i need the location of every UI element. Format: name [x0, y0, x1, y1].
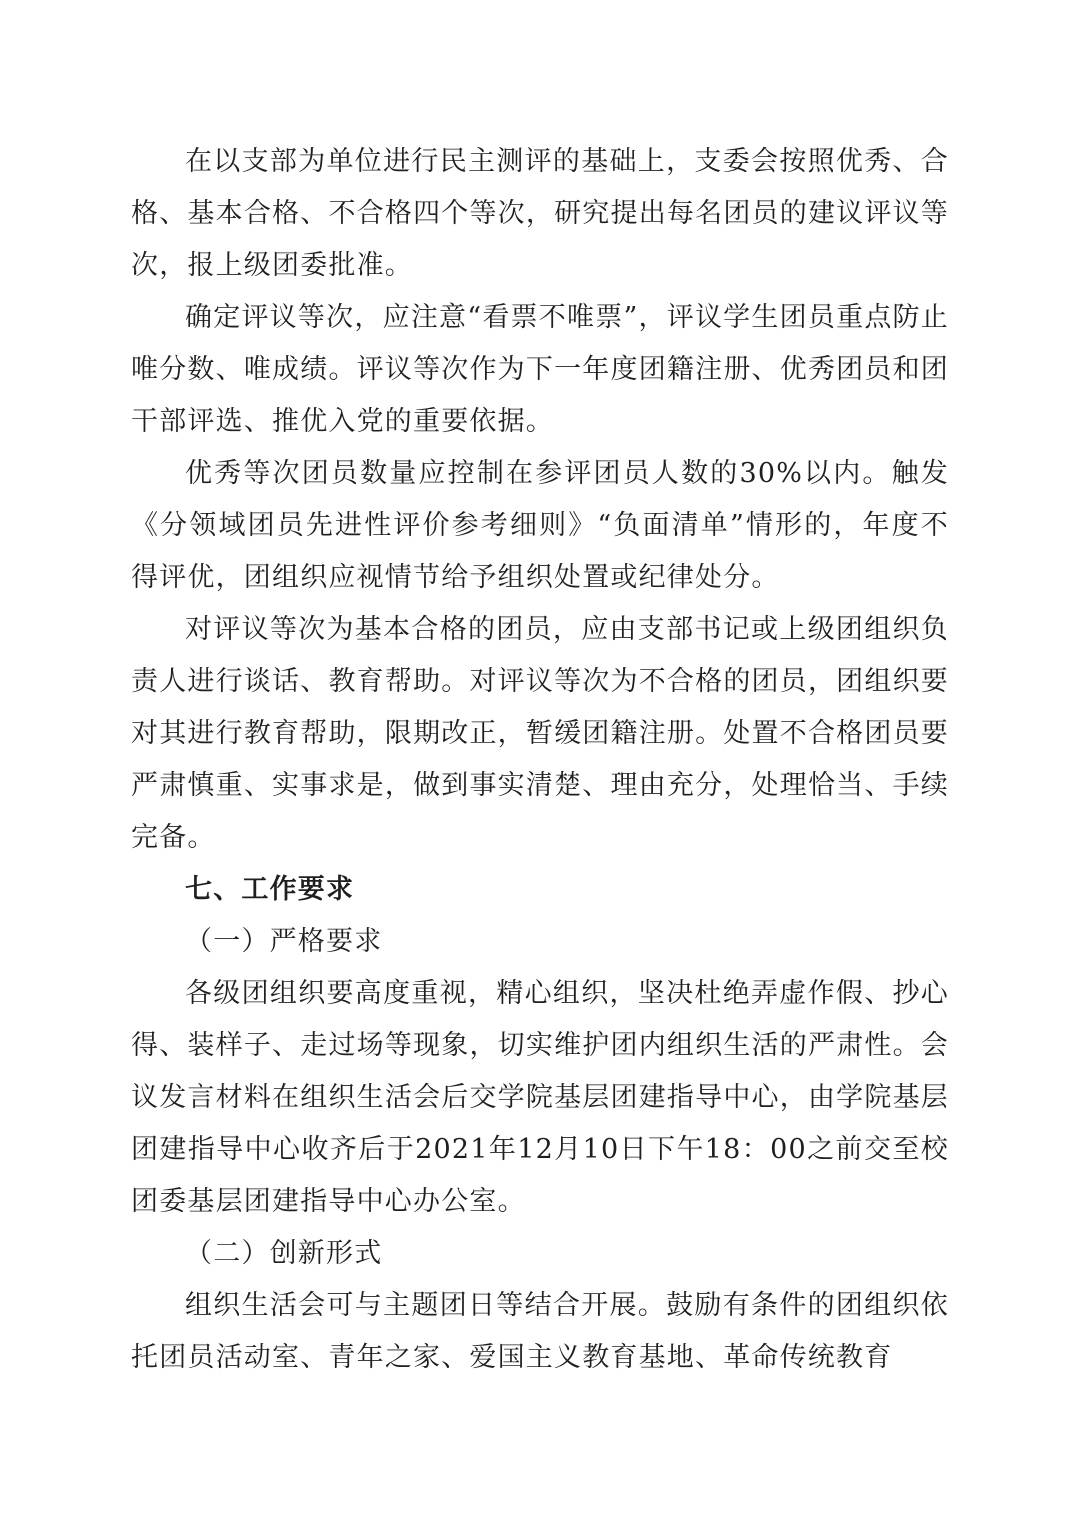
paragraph-strict-requirements: 各级团组织要高度重视，精心组织，坚决杜绝弄虚作假、抄心得、装样子、走过场等现象，切实维护团内组织生活的严肃性。会议发言材料在组织生活会后交学院基层团建指导中心，由学院基层团建指导中心收齐后于2021年12月10日下午18：00之前交至校团委基层团建指导中心办公室。 — [131, 978, 949, 1217]
paragraph-evaluation-levels: 在以支部为单位进行民主测评的基础上，支委会按照优秀、合格、基本合格、不合格四个等次，研究提出每名团员的建议评议等次，报上级团委批准。 — [131, 146, 949, 281]
section-heading-work-requirements: 七、工作要求 — [185, 874, 355, 905]
subheading-strict-requirements: （一）严格要求 — [185, 926, 383, 957]
paragraph-innovative-forms: 组织生活会可与主题团日等结合开展。鼓励有条件的团组织依托团员活动室、青年之家、爱国主义教育基地、革命传统教育 — [131, 1290, 949, 1373]
paragraph-excellent-quota: 优秀等次团员数量应控制在参评团员人数的30%以内。触发《分领域团员先进性评价参考细则》“负面清单”情形的，年度不得评优，团组织应视情节给予组织处置或纪律处分。 — [131, 458, 949, 593]
paragraph-determine-levels: 确定评议等次，应注意“看票不唯票”，评议学生团员重点防止唯分数、唯成绩。评议等次作为下一年度团籍注册、优秀团员和团干部评选、推优入党的重要依据。 — [131, 302, 949, 437]
document-body — [131, 136, 949, 1384]
paragraph-basic-and-unqualified: 对评议等次为基本合格的团员，应由支部书记或上级团组织负责人进行谈话、教育帮助。对评议等次为不合格的团员，团组织要对其进行教育帮助，限期改正，暂缓团籍注册。处置不合格团员要严肃慎重、实事求是，做到事实清楚、理由充分，处理恰当、手续完备。 — [131, 614, 949, 853]
subheading-innovative-forms: （二）创新形式 — [185, 1238, 383, 1269]
